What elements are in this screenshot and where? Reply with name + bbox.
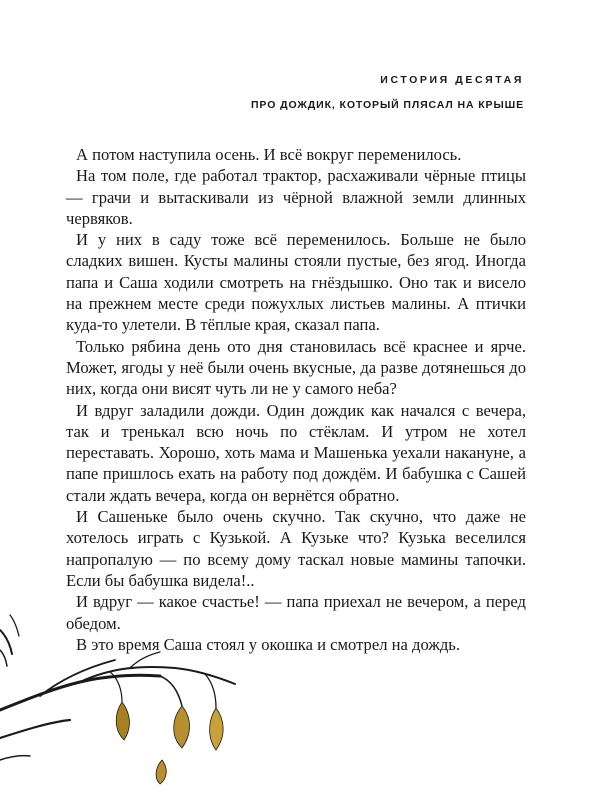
- paragraph: И у них в саду тоже всё переменилось. Больше не было сладких вишен. Кусты малины стояли пустые, без ягод. Иногда папа и Саша ходили смотреть на гнёздышко. Оно так и висело на прежнем месте среди пожухлых листьев малины. А птички куда-то улетели. В тёплые края, сказал папа.: [66, 230, 526, 335]
- paragraph: И вдруг — какое счастье! — папа приехал не вечером, а перед обедом.: [66, 592, 526, 633]
- paragraph: И Сашеньке было очень скучно. Так скучно, что даже не хотелось играть с Кузькой. А Кузьке что? Кузька веселился напропалую — по всему дому таскал новые мамины тапочки. Если бы бабушка видела!..: [66, 507, 526, 590]
- paragraph: В это время Саша стоял у окошка и смотрел на дождь.: [76, 634, 460, 654]
- paragraph: А потом наступила осень. И всё вокруг переменилось.: [76, 145, 462, 164]
- chapter-subtitle: ПРО ДОЖДИК, КОТОРЫЙ ПЛЯСАЛ НА КРЫШЕ: [250, 99, 524, 111]
- paragraph: На том поле, где работал трактор, расхаживали чёрные птицы — грачи и вытаскивали из чёрной влажной земли длинных червяков.: [66, 166, 526, 228]
- paragraph: Только рябина день ото дня становилась всё краснее и ярче. Может, ягоды у неё были очень вкусные, да разве дотянешься до них, когда они висят чуть ли не у самого неба?: [66, 336, 526, 399]
- paragraph: И вдруг заладили дожди. Один дождик как начался с вечера, так и тренькал всю ночь по стёклам. И утром не хотел переставать. Хорошо, хоть мама и Машенька уехали накануне, а папе пришлось ехать на работу под дождём. И бабушка с Сашей стали ждать вечера, когда он вернётся обратно.: [66, 400, 526, 505]
- story-text: [66, 144, 526, 655]
- tree-branch-with-leaves-icon: [0, 610, 280, 800]
- chapter-title: ИСТОРИЯ ДЕСЯТАЯ: [380, 74, 524, 86]
- chapter-header: [251, 74, 524, 111]
